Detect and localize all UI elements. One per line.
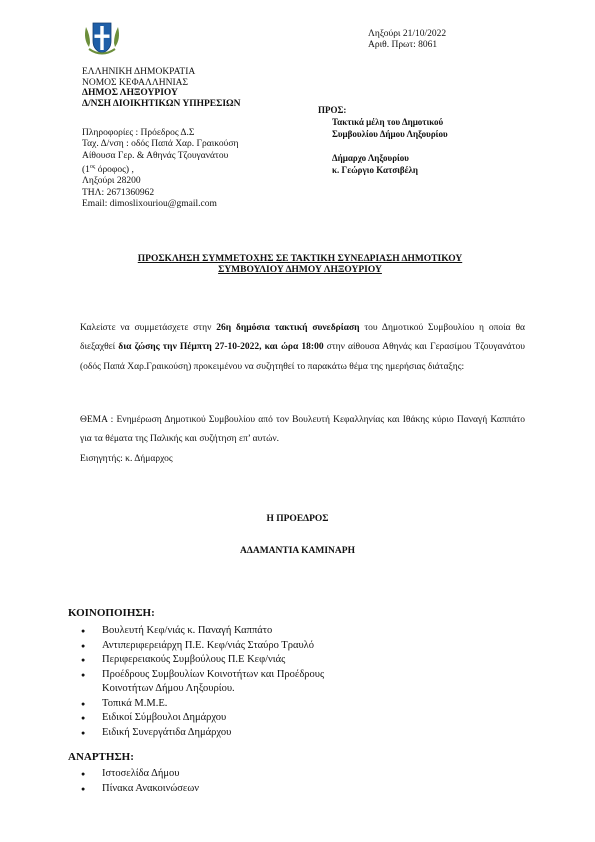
header-line: ΕΛΛΗΝΙΚΗ ΔΗΜΟΚΡΑΤΙΑ <box>82 67 196 77</box>
list-item: ● Αντιπεριφερειάρχη Π.Ε. Κεφ/νιάς Σταύρο Τραυλό <box>68 639 324 654</box>
department-name: Δ/ΝΣΗ ΔΙΟΙΚΗΤΙΚΩΝ ΥΠΗΡΕΣΙΩΝ <box>82 98 241 109</box>
anartisi-list <box>68 767 199 796</box>
list-item: ● Προέδρους Συμβουλίων Κοινοτήτων και Προέδρους <box>68 668 324 683</box>
recipients-label: ΠΡΟΣ: <box>318 105 347 115</box>
koinopoiisi-list <box>68 624 324 740</box>
koinopoiisi-label: ΚΟΙΝΟΠΟΙΗΣΗ: <box>68 607 155 619</box>
info-line: Πληροφορίες : Πρόεδρος Δ.Σ <box>82 128 195 138</box>
agenda-subject <box>80 411 525 469</box>
greek-coat-of-arms-icon <box>81 17 123 59</box>
info-line: ($1^{o\varsigma}$ όροφος) , <box>82 163 134 176</box>
info-email: Email: dimoslixouriou@gmail.com <box>82 198 217 209</box>
signature-role: Η ΠΡΟΕΔΡΟΣ <box>266 514 329 524</box>
list-item: ● Περιφερειακούς Συμβούλους Π.Ε Κεφ/νιάς <box>68 653 324 668</box>
recipients-block <box>318 104 548 176</box>
info-line: Αίθουσα Γερ. & Αθηνάς Τζουγανάτου <box>82 150 229 161</box>
list-item-continuation: Κοινοτήτων Δήμου Ληξουρίου. <box>102 683 235 694</box>
info-phone: ΤΗΛ: 2671360962 <box>82 187 155 198</box>
anartisi-label: ΑΝΑΡΤΗΣΗ: <box>68 751 134 763</box>
list-item: ● Τοπικά Μ.Μ.Ε. <box>68 697 324 712</box>
protocol-number: Αριθ. Πρωτ: 8061 <box>368 40 438 51</box>
signature-name: ΑΔΑΜΑΝΤΙΑ ΚΑΜΙΝΑΡΗ <box>240 546 355 556</box>
contact-info <box>82 128 238 210</box>
issuer-header <box>82 67 241 109</box>
recipient-line: Δήμαρχο Ληξουρίου <box>332 153 409 163</box>
list-item: ● Ιστοσελίδα Δήμου <box>68 767 199 782</box>
recipient-line: Τακτικά μέλη του Δημοτικού <box>332 117 444 127</box>
info-line: Ληξούρι 28200 <box>82 176 141 187</box>
recipient-line: κ. Γεώργιο Κατσιβέλη <box>332 165 419 175</box>
subject-text: ΘΕΜΑ : Ενημέρωση Δημοτικού Συμβουλίου από τον Βουλευτή Κεφαλληνίας και Ιθάκης κύριο Παναγή Καππάτο για τα θέματα της Παλικής και συζήτηση επ’ αυτών. <box>80 415 525 445</box>
invitation-body: Καλείστε να συμμετάσχετε στην 26η δημόσια τακτική συνεδρίαση του Δημοτικού Συμβουλίου η οποία θα διεξαχθεί δια ζώσης την Πέμπτη 27-10-2022, και ώρα 18:00 στην αίθουσα Αθηνάς και Γερασίμου Τζουγανάτου (οδός Παπά Χαρ.Γραικούση) προκειμένου να συζητηθεί το παρακάτω θέμα της ημερήσιας διάταξης: <box>80 323 525 372</box>
document-title <box>80 254 520 276</box>
recipient-line: Συμβουλίου Δήμου Ληξουρίου <box>332 129 448 139</box>
list-item: ● Πίνακα Ανακοινώσεων <box>68 782 199 797</box>
title-line: ΣΥΜΒΟΥΛΙΟΥ ΔΗΜΟΥ ΛΗΞΟΥΡΙΟΥ <box>218 265 382 275</box>
list-item: ● Ειδική Συνεργάτιδα Δημάρχου <box>68 726 324 741</box>
list-item: ● Ειδικοί Σύμβουλοι Δημάρχου <box>68 711 324 726</box>
title-line: ΠΡΟΣΚΛΗΣΗ ΣΥΜΜΕΤΟΧΗΣ ΣΕ ΤΑΚΤΙΚΗ ΣΥΝΕΔΡΙΑΣΗ ΔΗΜΟΤΙΚΟΥ <box>137 254 463 264</box>
document-date: Ληξούρι 21/10/2022 <box>368 29 447 39</box>
list-item: ● Βουλευτή Κεφ/νιάς κ. Παναγή Καππάτο <box>68 624 324 639</box>
info-line: Ταχ. Δ/νση : οδός Παπά Χαρ. Γραικούση <box>82 139 239 150</box>
rapporteur: Εισηγητής: κ. Δήμαρχος <box>80 453 173 464</box>
municipality-name: ΔΗΜΟΣ ΛΗΞΟΥΡΙΟΥ <box>82 88 178 99</box>
header-line: ΝΟΜΟΣ ΚΕΦΑΛΛΗΝΙΑΣ <box>82 77 188 88</box>
document-meta <box>368 29 446 52</box>
